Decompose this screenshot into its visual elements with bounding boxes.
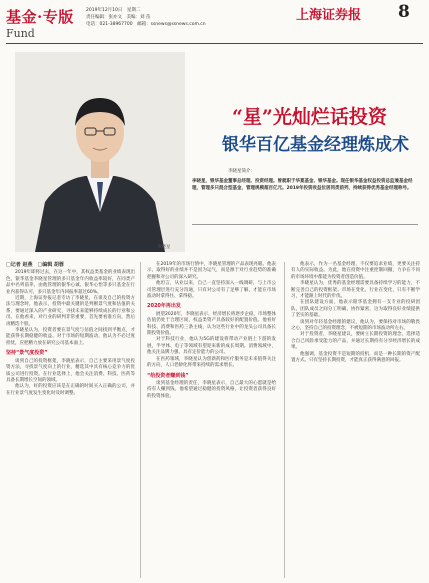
paragraph: 李晓星认为，投资者要在景气度与估值之间找到平衡点，才能获得长期稳健的收益。对于市场的短期波动，他认为不必过度担忧，应把精力放在研究公司基本面上。 [6,328,135,346]
page-number: 8 [398,2,410,22]
paragraph: 谈到自己的投资框架，李晓星表示，自己主要采用景气度投资方法，寻找景气度向上的行业，精选其中具有核心竞争力的优质公司进行投资。在行业选择上，他会关注消费、科技、医药等具备长期增长空间的领域。 [6,358,135,383]
paragraph: 他认为，好的投资应该是在正确的时间买入正确的公司，并在行业景气度发生变化时及时调整。 [6,384,135,396]
paragraph: 展望2020年，李晓星表示，经济增长将逐步企稳，市场整体估值仍处于合理区间，权益类资产具备较好的配置价值。他看好科技、消费和医药三条主线，认为这些行业中的龙头公司具备长期投资价值。 [147,311,276,337]
header-rule [6,43,423,44]
author-line: □记者 赵燕 □编辑 胡蓉 [6,262,64,268]
paragraph: 在团队建设方面，他表示银华基金拥有一支专业的投研团队，团队成员之间分工明确、协作紧密，这为取得良好业绩提供了坚实的基础。 [291,300,420,319]
headline-main: “星”光灿烂话投资 [232,106,387,128]
section-name: 基金·专版 [6,8,74,26]
paragraph: 他表示，作为一名基金经理，不仅要追求业绩，更要关注持有人的实际收益。为此，他在投资中注重控制回撤，力争在不同的市场环境中都能为投资者创造价值。 [291,262,420,280]
subheading: 2020年再出发 [147,303,181,310]
paragraph: 对于科技行业，他认为5G的建设将带动产业链上下游的发展，半导体、电子等领域有望迎来新的成长周期。消费领域中，他关注品牌力强、具有定价能力的公司。 [147,337,276,356]
lead-paragraph: 李晓星，银华基金董事总经理、投资经理。曾就职于华夏基金、银华基金。现任银华基金权益投资总监兼基金经理，管理多只混合型基金，管理规模超百亿元。2019年投资收益位居同类前列，持续获得优秀基金经理称号。 [192,179,413,191]
section-en: Fund [6,27,35,40]
contact-line: 电话：021-38967700 邮箱：ssnews@ssnews.com.cn [86,22,206,27]
paragraph: 他强调，基金投资不是短期的投机，而是一种长期的资产配置方式。只有坚持长期投资，才能真正获得满意的回报。 [291,351,420,364]
paragraph: 谈到对年轻基金经理的建议，他认为，要保持对市场的敬畏之心，坚持自己的投资理念，不被短期的市场波动所左右。 [291,319,420,332]
lead-divider [192,224,418,225]
portrait-photo [15,52,185,252]
paragraph: 他坦言，从业以来，自己一直坚持深入一线调研，与上市公司管理层进行充分沟通，只有对公司有了足够了解，才能在市场波动时拿得住、拿得稳。 [147,281,276,300]
column-divider [140,262,141,578]
column-2 [147,262,276,400]
paragraph: 谈到基金经理的责任，李晓星表示，自己最大的心愿就是给持有人赚到钱。他希望通过稳健的投资风格，让投资者获得良好的投资体验。 [147,380,276,399]
paragraph: 在2019年的市场行情中，李晓星管理的产品表现亮眼。他表示，取得好的业绩并不是因为运气，而是源于对行业趋势的准确把握和对公司的深入研究。 [147,262,276,280]
subheading: 坚持“景气度投资” [6,350,48,357]
profile-label: 李晓星简介： [228,169,255,174]
headline-sub: 银华百亿基金经理炼成术 [222,135,409,155]
paragraph: 近期，上海证券报记者专访了李晓星，在谈及自己的投资方法与理念时，他表示，投资中最关键的是判断景气度和估值的关系，要通过深入的产业研究，寻找未来能够持续成长的行业和公司。在他看来，对行业的研判非常重要，首先要看准方向，然后再精选个股。 [6,296,135,327]
newspaper-logo: 上海证券报 [296,8,362,23]
subheading: “给投资者赚到钱” [147,372,189,379]
column-1 [6,262,135,397]
page-header [0,0,429,44]
issue-date: 2019年12月10日 星期二 [86,8,141,13]
editor-line: 责任编辑：张亦文 美编：刘 苗 [86,15,151,20]
portrait-illustration [15,52,185,252]
paragraph: 2019年即将过去，在这一年中，其权益类基金的业绩表现出色，银华基金李晓星管理的多只基金年内收益率较好，在同类产品中名列前茅。由他管理的银华心诚、银华心怡等多只基金在行业内获得认可，多只基金年内回报率超过60%。 [6,270,135,295]
paragraph: 在医药领域，李晓星认为创新药和医疗服务是未来值得关注的方向，人口老龄化将带来持续的需求增长。 [147,356,276,369]
photo-caption: 李晓星 [157,245,171,250]
column-3 [291,262,420,365]
paragraph: 对于投资者，李晓星建议，要树立长期投资的理念，选择适合自己风险承受能力的产品，并通过长期持有分享经济增长的成果。 [291,332,420,351]
column-divider [284,262,285,578]
paragraph: 李晓星认为，优秀的基金经理需要具备持续学习的能力，不断完善自己的投资框架。市场在变化，行业在变化，只有不断学习，才能跟上时代的步伐。 [291,281,420,300]
